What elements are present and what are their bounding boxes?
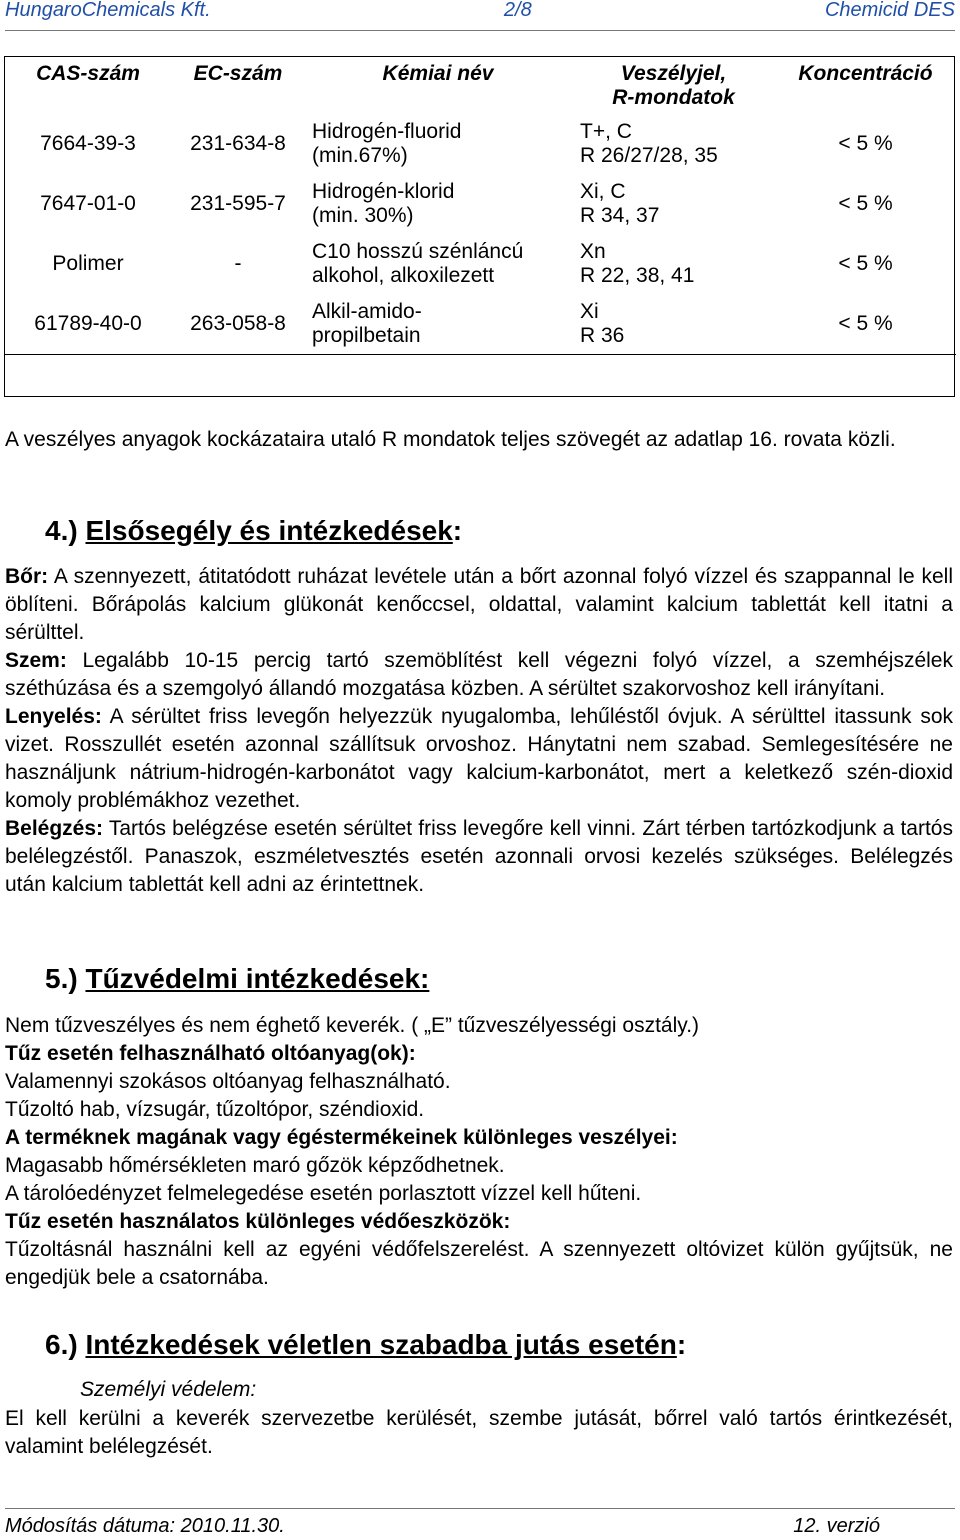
table-row: [4, 294, 956, 355]
footer-rule: [5, 1508, 955, 1509]
section-6-heading: 6.) Intézkedések véletlen szabadba jutás esetén:: [45, 1329, 687, 1360]
cell-hazard: Xi, C R 34, 37: [580, 180, 660, 227]
footer-date: Módosítás dátuma: 2010.11.30.: [5, 1515, 285, 1537]
table-row: [4, 234, 956, 294]
section-5-body: [5, 1012, 953, 1292]
cell-conc: < 5 %: [838, 132, 893, 155]
page-header: [5, 0, 955, 24]
extinguishing-heading: Tűz esetén felhasználható oltóanyag(ok):: [5, 1042, 416, 1065]
col-ec: EC-szám: [193, 62, 283, 85]
special-hazards-heading: A terméknek magának vagy égéstermékeinek különleges veszélyei:: [5, 1126, 678, 1149]
cell-ec: 263-058-8: [172, 294, 304, 355]
cell-ec: 231-634-8: [190, 132, 286, 155]
cell-conc: < 5 %: [838, 192, 893, 215]
cell-name: Alkil-amido- propilbetain: [304, 294, 572, 355]
cell-hazard: Xi R 36: [572, 294, 775, 355]
composition-table: [4, 56, 956, 355]
page-footer: [5, 1512, 955, 1540]
cell-ec: -: [234, 252, 242, 275]
cell-cas: 7664-39-3: [40, 132, 136, 155]
special-hazards-line-1: Magasabb hőmérsékleten maró gőzök képződhetnek.: [5, 1154, 505, 1177]
extinguishing-line-2: Tűzoltó hab, vízsugár, tűzoltópor, széndioxid.: [5, 1098, 425, 1121]
col-hazard: Veszélyjel, R-mondatok: [612, 62, 735, 109]
col-conc: Koncentráció: [798, 62, 933, 85]
table-row: [4, 174, 956, 234]
cell-cas: 61789-40-0: [4, 294, 172, 355]
cell-name: Hidrogén-klorid (min. 30%): [312, 180, 455, 227]
r-phrases-note: A veszélyes anyagok kockázataira utaló R mondatok teljes szövegét az adatlap 16. rovata közli.: [5, 428, 896, 451]
section-4-body: [5, 563, 953, 899]
header-page: 2/8: [503, 0, 532, 21]
cell-ec: 231-595-7: [190, 192, 286, 215]
cell-cas: Polimer: [52, 252, 124, 275]
cell-cas: 7647-01-0: [40, 192, 136, 215]
skin-paragraph: Bőr: A szennyezett, átitatódott ruházat levétele után a bőrt azonnal folyó vízzel és szappannal le kell öblíteni. Bőrápolás kalcium glükonát kenőccsel, oldattal, valamint kalcium tablettát kell itatni a sérülttel.: [5, 565, 953, 644]
fire-class-line: Nem tűzveszélyes és nem éghető keverék. ( „E” tűzveszélyességi osztály.): [5, 1014, 700, 1037]
header-rule: [5, 30, 955, 31]
table-row: [4, 114, 956, 174]
cell-conc: < 5 %: [838, 252, 893, 275]
header-product: Chemicid DES: [824, 0, 955, 21]
eye-paragraph: Szem: Legalább 10-15 percig tartó szemöblítést kell végezni folyó vízzel, a szemhéjszélek széthúzása és a szemgolyó állandó mozgatása közben. A sérültet szakorvoshoz kell irányítani.: [5, 649, 953, 700]
protective-equipment-text: Tűzoltásnál használni kell az egyéni védőfelszerelést. A szennyezett oltóvizet külön gyűjtsük, ne engedjük bele a csatornába.: [5, 1238, 953, 1289]
col-cas: CAS-szám: [36, 62, 140, 85]
header-company: HungaroChemicals Kft.: [5, 0, 211, 21]
section-5-heading: 5.) Tűzvédelmi intézkedések:: [45, 963, 430, 994]
personal-protection-label: Személyi védelem:: [80, 1378, 257, 1401]
cell-hazard: Xn R 22, 38, 41: [580, 240, 695, 287]
special-hazards-line-2: A tárolóedényzet felmelegedése esetén porlasztott vízzel kell hűteni.: [5, 1182, 642, 1205]
cell-conc: < 5 %: [775, 294, 956, 355]
inhalation-paragraph: Belégzés: Tartós belégzése esetén sérültet friss levegőre kell vinni. Zárt térben tartózkodjunk a tartós belélegzéstől. Panaszok, eszméletvesztés esetén azonnali orvosi kezelés szükséges. Belélegzés után kalcium tablettát kell adni az érintettnek.: [5, 817, 953, 896]
col-name: Kémiai név: [382, 62, 494, 85]
footer-version: 12. verzió: [793, 1515, 880, 1537]
protective-equipment-heading: Tűz esetén használatos különleges védőeszközök:: [5, 1210, 511, 1233]
cell-name: C10 hosszú szénláncú alkohol, alkoxilezett: [312, 240, 524, 287]
section-6-text: El kell kerülni a keverék szervezetbe kerülését, szembe jutását, bőrrel való tartós érintkezését, valamint belélegzését.: [5, 1407, 953, 1458]
table-header-row: [4, 56, 956, 114]
cell-name: Hidrogén-fluorid (min.67%): [312, 120, 462, 167]
section-4-heading: 4.) Elsősegély és intézkedések:: [45, 515, 463, 546]
ingestion-paragraph: Lenyelés: A sérültet friss levegőn helyezzük nyugalomba, lehűléstől óvjuk. A sérülttel itassunk sok vizet. Rosszullét esetén azonnal szállítsuk orvoshoz. Hánytatni nem szabad. Semlegesítésére ne használjunk nátrium-hidrogén-karbonátot vagy kalcium-karbonátot, mert a keletkező szén-dioxid komoly problémákhoz vezethet.: [5, 705, 953, 812]
cell-hazard: T+, C R 26/27/28, 35: [580, 120, 718, 167]
extinguishing-line-1: Valamennyi szokásos oltóanyag felhasználható.: [5, 1070, 451, 1093]
